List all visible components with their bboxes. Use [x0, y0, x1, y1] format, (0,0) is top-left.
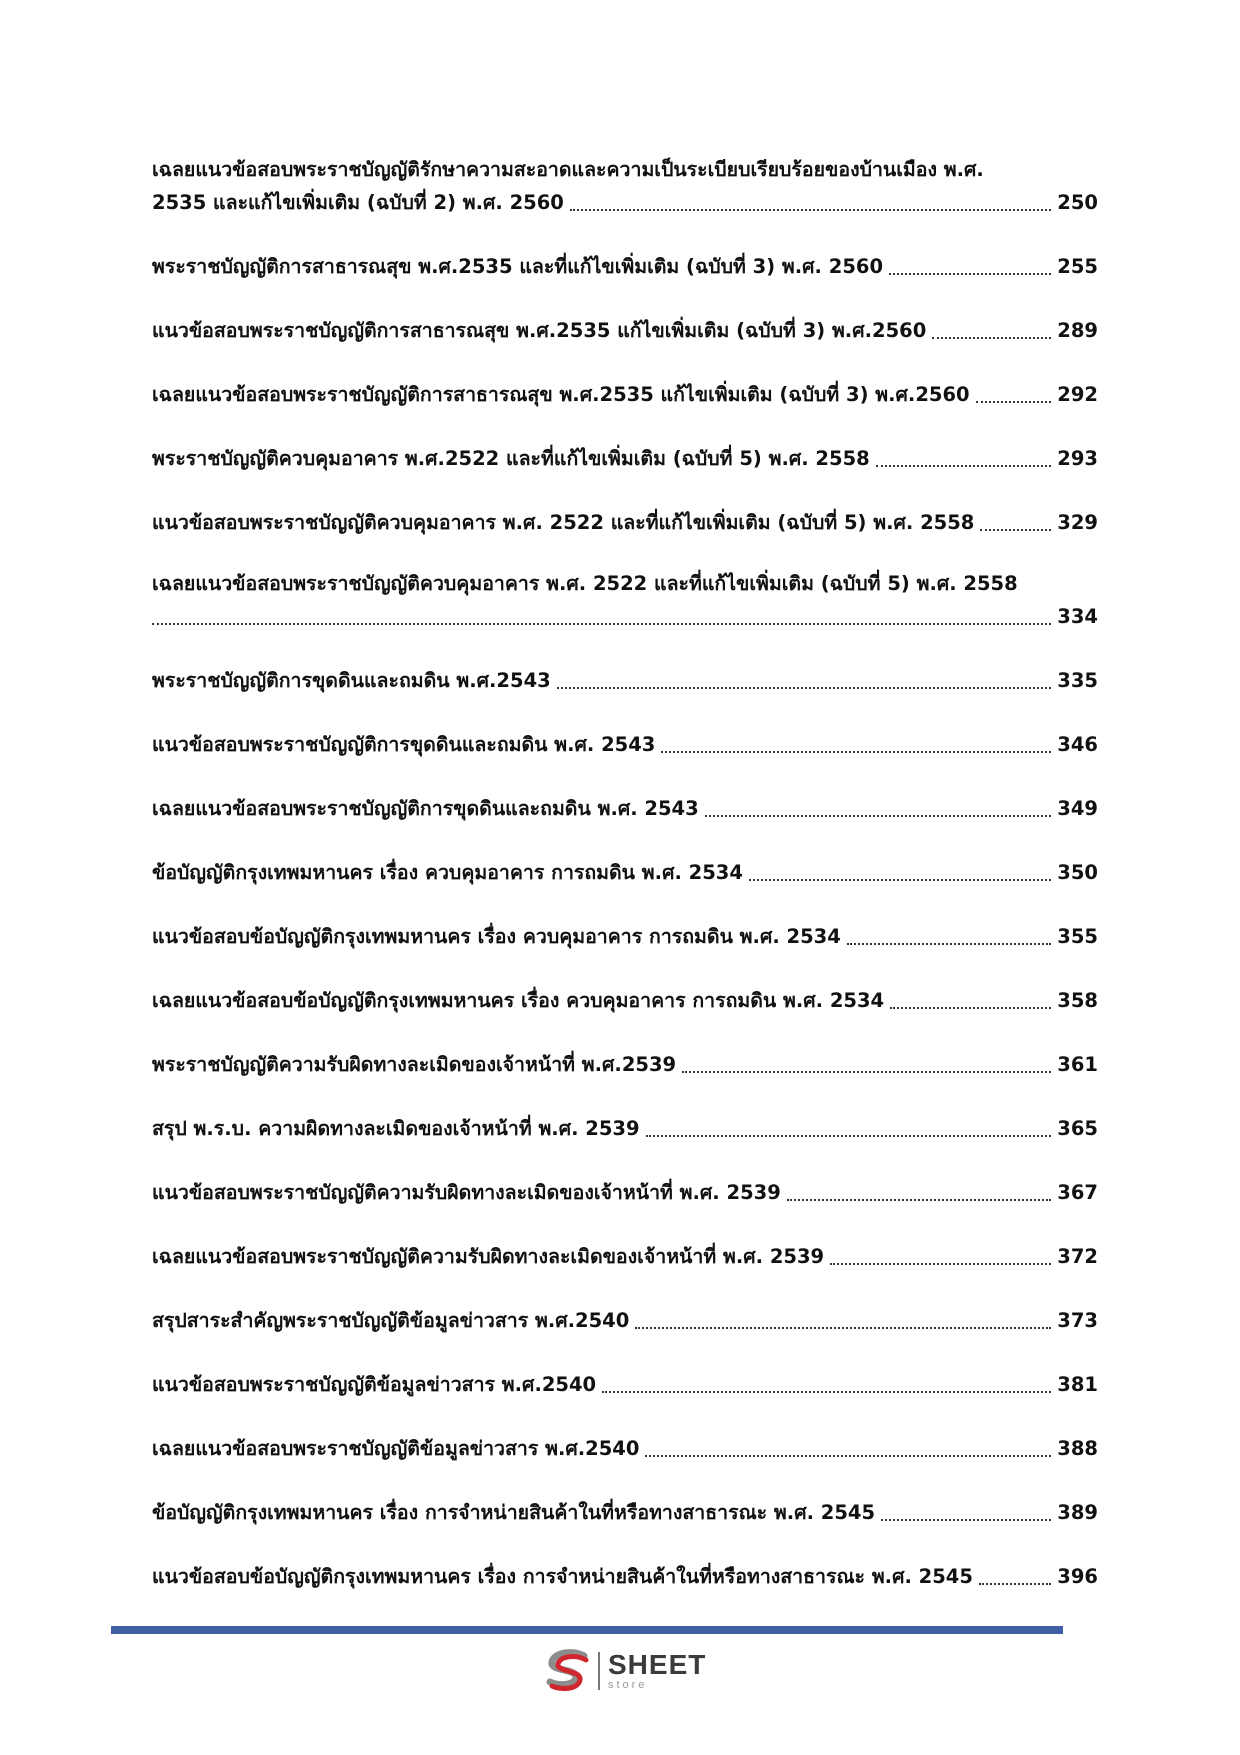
toc-dot-leader	[979, 1561, 1051, 1585]
toc-entry-title: พระราชบัญญัติการขุดดินและถมดิน พ.ศ.2543	[152, 669, 551, 692]
toc-dot-leader	[749, 857, 1051, 881]
toc-entry-line	[152, 1559, 1098, 1592]
toc-dot-leader	[661, 729, 1051, 753]
toc-dot-leader	[646, 1113, 1052, 1137]
toc-dot-leader	[976, 379, 1052, 403]
logo-text	[608, 1651, 706, 1691]
toc-entry-title-first-line: เฉลยแนวข้อสอบพระราชบัญญัติรักษาความสะอาดและความเป็นระเบียบเรียบร้อยของบ้านเมือง พ.ศ.	[152, 158, 984, 181]
toc-dot-leader	[705, 793, 1052, 817]
toc-entry-line	[152, 505, 1098, 538]
toc-entry-line	[152, 1495, 1098, 1528]
toc-entry[interactable]	[152, 983, 1098, 1016]
toc-page-number: 358	[1057, 989, 1098, 1012]
toc-page-number: 346	[1057, 733, 1098, 756]
toc-entry-title: เฉลยแนวข้อสอบพระราชบัญญัติความรับผิดทางละเมิดของเจ้าหน้าที่ พ.ศ. 2539	[152, 1245, 825, 1268]
toc-dot-leader	[881, 1497, 1051, 1521]
toc-page-number: 367	[1057, 1181, 1098, 1204]
toc-entry[interactable]	[152, 1111, 1098, 1144]
toc-page-number: 389	[1057, 1501, 1098, 1524]
toc-entry-line	[152, 855, 1098, 888]
toc-entry-line	[152, 919, 1098, 952]
toc-entry-line	[152, 249, 1098, 282]
toc-page-number: 329	[1057, 511, 1098, 534]
toc-entry[interactable]	[152, 855, 1098, 888]
toc-entry-line	[152, 313, 1098, 346]
toc-entry[interactable]	[152, 1495, 1098, 1528]
toc-entry-title: แนวข้อสอบพระราชบัญญัติความรับผิดทางละเมิดของเจ้าหน้าที่ พ.ศ. 2539	[152, 1181, 781, 1204]
toc-page-number: 349	[1057, 797, 1098, 820]
toc-entry-title: แนวข้อสอบพระราชบัญญัติควบคุมอาคาร พ.ศ. 2522 และที่แก้ไขเพิ่มเติม (ฉบับที่ 5) พ.ศ. 2558	[152, 511, 975, 534]
toc-dot-leader	[645, 1433, 1051, 1457]
toc-dot-leader	[682, 1049, 1051, 1073]
toc-entry-line	[152, 727, 1098, 760]
toc-entry[interactable]	[152, 569, 1098, 632]
toc-entry-title: แนวข้อสอบข้อบัญญัติกรุงเทพมหานคร เรื่อง ควบคุมอาคาร การถมดิน พ.ศ. 2534	[152, 925, 841, 948]
toc-page-number: 388	[1057, 1437, 1098, 1460]
toc-entry[interactable]	[152, 1175, 1098, 1208]
toc-entry-line	[152, 599, 1098, 632]
toc-entry-title-first-line: เฉลยแนวข้อสอบพระราชบัญญัติควบคุมอาคาร พ.ศ. 2522 และที่แก้ไขเพิ่มเติม (ฉบับที่ 5) พ.ศ. 2558	[152, 572, 1018, 595]
toc-entry[interactable]	[152, 313, 1098, 346]
toc-dot-leader	[787, 1177, 1052, 1201]
toc-entry-line	[152, 791, 1098, 824]
toc-entry[interactable]	[152, 505, 1098, 538]
toc-page-number: 355	[1057, 925, 1098, 948]
toc-entry[interactable]	[152, 1239, 1098, 1272]
toc-dot-leader	[830, 1241, 1051, 1265]
toc-dot-leader	[557, 665, 1052, 689]
toc-entry-line	[152, 1175, 1098, 1208]
toc-entry-title: เฉลยแนวข้อสอบพระราชบัญญัติข้อมูลข่าวสาร พ.ศ.2540	[152, 1437, 640, 1460]
toc-entry-line	[152, 1367, 1098, 1400]
toc-dot-leader	[847, 921, 1051, 945]
toc-page-number: 365	[1057, 1117, 1098, 1140]
toc-entry-line	[152, 1239, 1098, 1272]
toc-page-number: 361	[1057, 1053, 1098, 1076]
toc-entry-line	[152, 185, 1098, 218]
toc-entry-title: เฉลยแนวข้อสอบพระราชบัญญัติการขุดดินและถมดิน พ.ศ. 2543	[152, 797, 699, 820]
logo-sub: store	[608, 1679, 648, 1691]
toc-entry-line	[152, 441, 1098, 474]
toc-page-number: 292	[1057, 383, 1098, 406]
toc-entry-title: เฉลยแนวข้อสอบพระราชบัญญัติการสาธารณสุข พ.ศ.2535 แก้ไขเพิ่มเติม (ฉบับที่ 3) พ.ศ.2560	[152, 383, 970, 406]
toc-entry[interactable]	[152, 919, 1098, 952]
toc-entry-line	[152, 1303, 1098, 1336]
toc-entry-line	[152, 1047, 1098, 1080]
toc-page-number: 289	[1057, 319, 1098, 342]
toc-entry[interactable]	[152, 1367, 1098, 1400]
toc-entry[interactable]	[152, 727, 1098, 760]
toc-entry-title: สรุป พ.ร.บ. ความผิดทางละเมิดของเจ้าหน้าที่ พ.ศ. 2539	[152, 1117, 640, 1140]
toc-entry-title: แนวข้อสอบพระราชบัญญัติการขุดดินและถมดิน พ.ศ. 2543	[152, 733, 656, 756]
toc-page-number: 350	[1057, 861, 1098, 884]
toc-dot-leader	[152, 601, 1051, 625]
toc-entry-title: พระราชบัญญัติความรับผิดทางละเมิดของเจ้าหน้าที่ พ.ศ.2539	[152, 1053, 677, 1076]
toc-entry-title: แนวข้อสอบพระราชบัญญัติข้อมูลข่าวสาร พ.ศ.2540	[152, 1373, 597, 1396]
toc-dot-leader	[980, 507, 1051, 531]
logo-word: SHEET	[608, 1649, 707, 1680]
toc-entry-title: 2535 และแก้ไขเพิ่มเติม (ฉบับที่ 2) พ.ศ. 2560	[152, 191, 564, 214]
toc-page-number: 372	[1057, 1245, 1098, 1268]
toc-entry-title: แนวข้อสอบข้อบัญญัติกรุงเทพมหานคร เรื่อง การจำหน่ายสินค้าในที่หรือทางสาธารณะ พ.ศ. 2545	[152, 1565, 973, 1588]
toc-page-number: 293	[1057, 447, 1098, 470]
toc-entry-line	[152, 377, 1098, 410]
toc-entry-title: พระราชบัญญัติการสาธารณสุข พ.ศ.2535 และที่แก้ไขเพิ่มเติม (ฉบับที่ 3) พ.ศ. 2560	[152, 255, 884, 278]
toc-entry-line	[152, 663, 1098, 696]
toc-entry[interactable]	[152, 1047, 1098, 1080]
toc-entry-title: ข้อบัญญัติกรุงเทพมหานคร เรื่อง การจำหน่ายสินค้าในที่หรือทางสาธารณะ พ.ศ. 2545	[152, 1501, 876, 1524]
toc-entry[interactable]	[152, 1559, 1098, 1592]
toc-dot-leader	[890, 985, 1051, 1009]
toc-entry[interactable]	[152, 155, 1098, 218]
toc-dot-leader	[602, 1369, 1051, 1393]
toc-entry[interactable]	[152, 441, 1098, 474]
toc-page-number: 373	[1057, 1309, 1098, 1332]
toc-entry[interactable]	[152, 1303, 1098, 1336]
toc-entry[interactable]	[152, 377, 1098, 410]
toc-dot-leader	[570, 187, 1051, 211]
toc-entry-line	[152, 1431, 1098, 1464]
toc-entry-title: เฉลยแนวข้อสอบข้อบัญญัติกรุงเทพมหานคร เรื่อง ควบคุมอาคาร การถมดิน พ.ศ. 2534	[152, 989, 885, 1012]
logo-divider	[598, 1652, 600, 1690]
toc-page-number: 250	[1057, 191, 1098, 214]
toc-dot-leader	[876, 443, 1052, 467]
toc-dot-leader	[635, 1305, 1051, 1329]
toc-page-number: 335	[1057, 669, 1098, 692]
toc-entry-title: สรุปสาระสำคัญพระราชบัญญัติข้อมูลข่าวสาร พ.ศ.2540	[152, 1309, 630, 1332]
toc-entry[interactable]	[152, 249, 1098, 282]
toc-entry-title: ข้อบัญญัติกรุงเทพมหานคร เรื่อง ควบคุมอาคาร การถมดิน พ.ศ. 2534	[152, 861, 743, 884]
toc-page-number: 381	[1057, 1373, 1098, 1396]
sheet-store-logo	[544, 1648, 706, 1694]
footer-rule	[111, 1626, 1063, 1634]
toc-dot-leader	[889, 251, 1051, 275]
toc-entry[interactable]	[152, 791, 1098, 824]
table-of-contents	[152, 155, 1098, 1623]
sheet-store-s-logo-icon	[544, 1648, 592, 1694]
toc-page-number: 334	[1057, 605, 1098, 628]
toc-entry-title: แนวข้อสอบพระราชบัญญัติการสาธารณสุข พ.ศ.2535 แก้ไขเพิ่มเติม (ฉบับที่ 3) พ.ศ.2560	[152, 319, 927, 342]
toc-entry[interactable]	[152, 1431, 1098, 1464]
toc-entry-line	[152, 1111, 1098, 1144]
toc-entry[interactable]	[152, 663, 1098, 696]
toc-page-number: 255	[1057, 255, 1098, 278]
toc-page-number: 396	[1057, 1565, 1098, 1588]
toc-dot-leader	[932, 315, 1051, 339]
toc-entry-title: พระราชบัญญัติควบคุมอาคาร พ.ศ.2522 และที่แก้ไขเพิ่มเติม (ฉบับที่ 5) พ.ศ. 2558	[152, 447, 870, 470]
toc-entry-line	[152, 983, 1098, 1016]
